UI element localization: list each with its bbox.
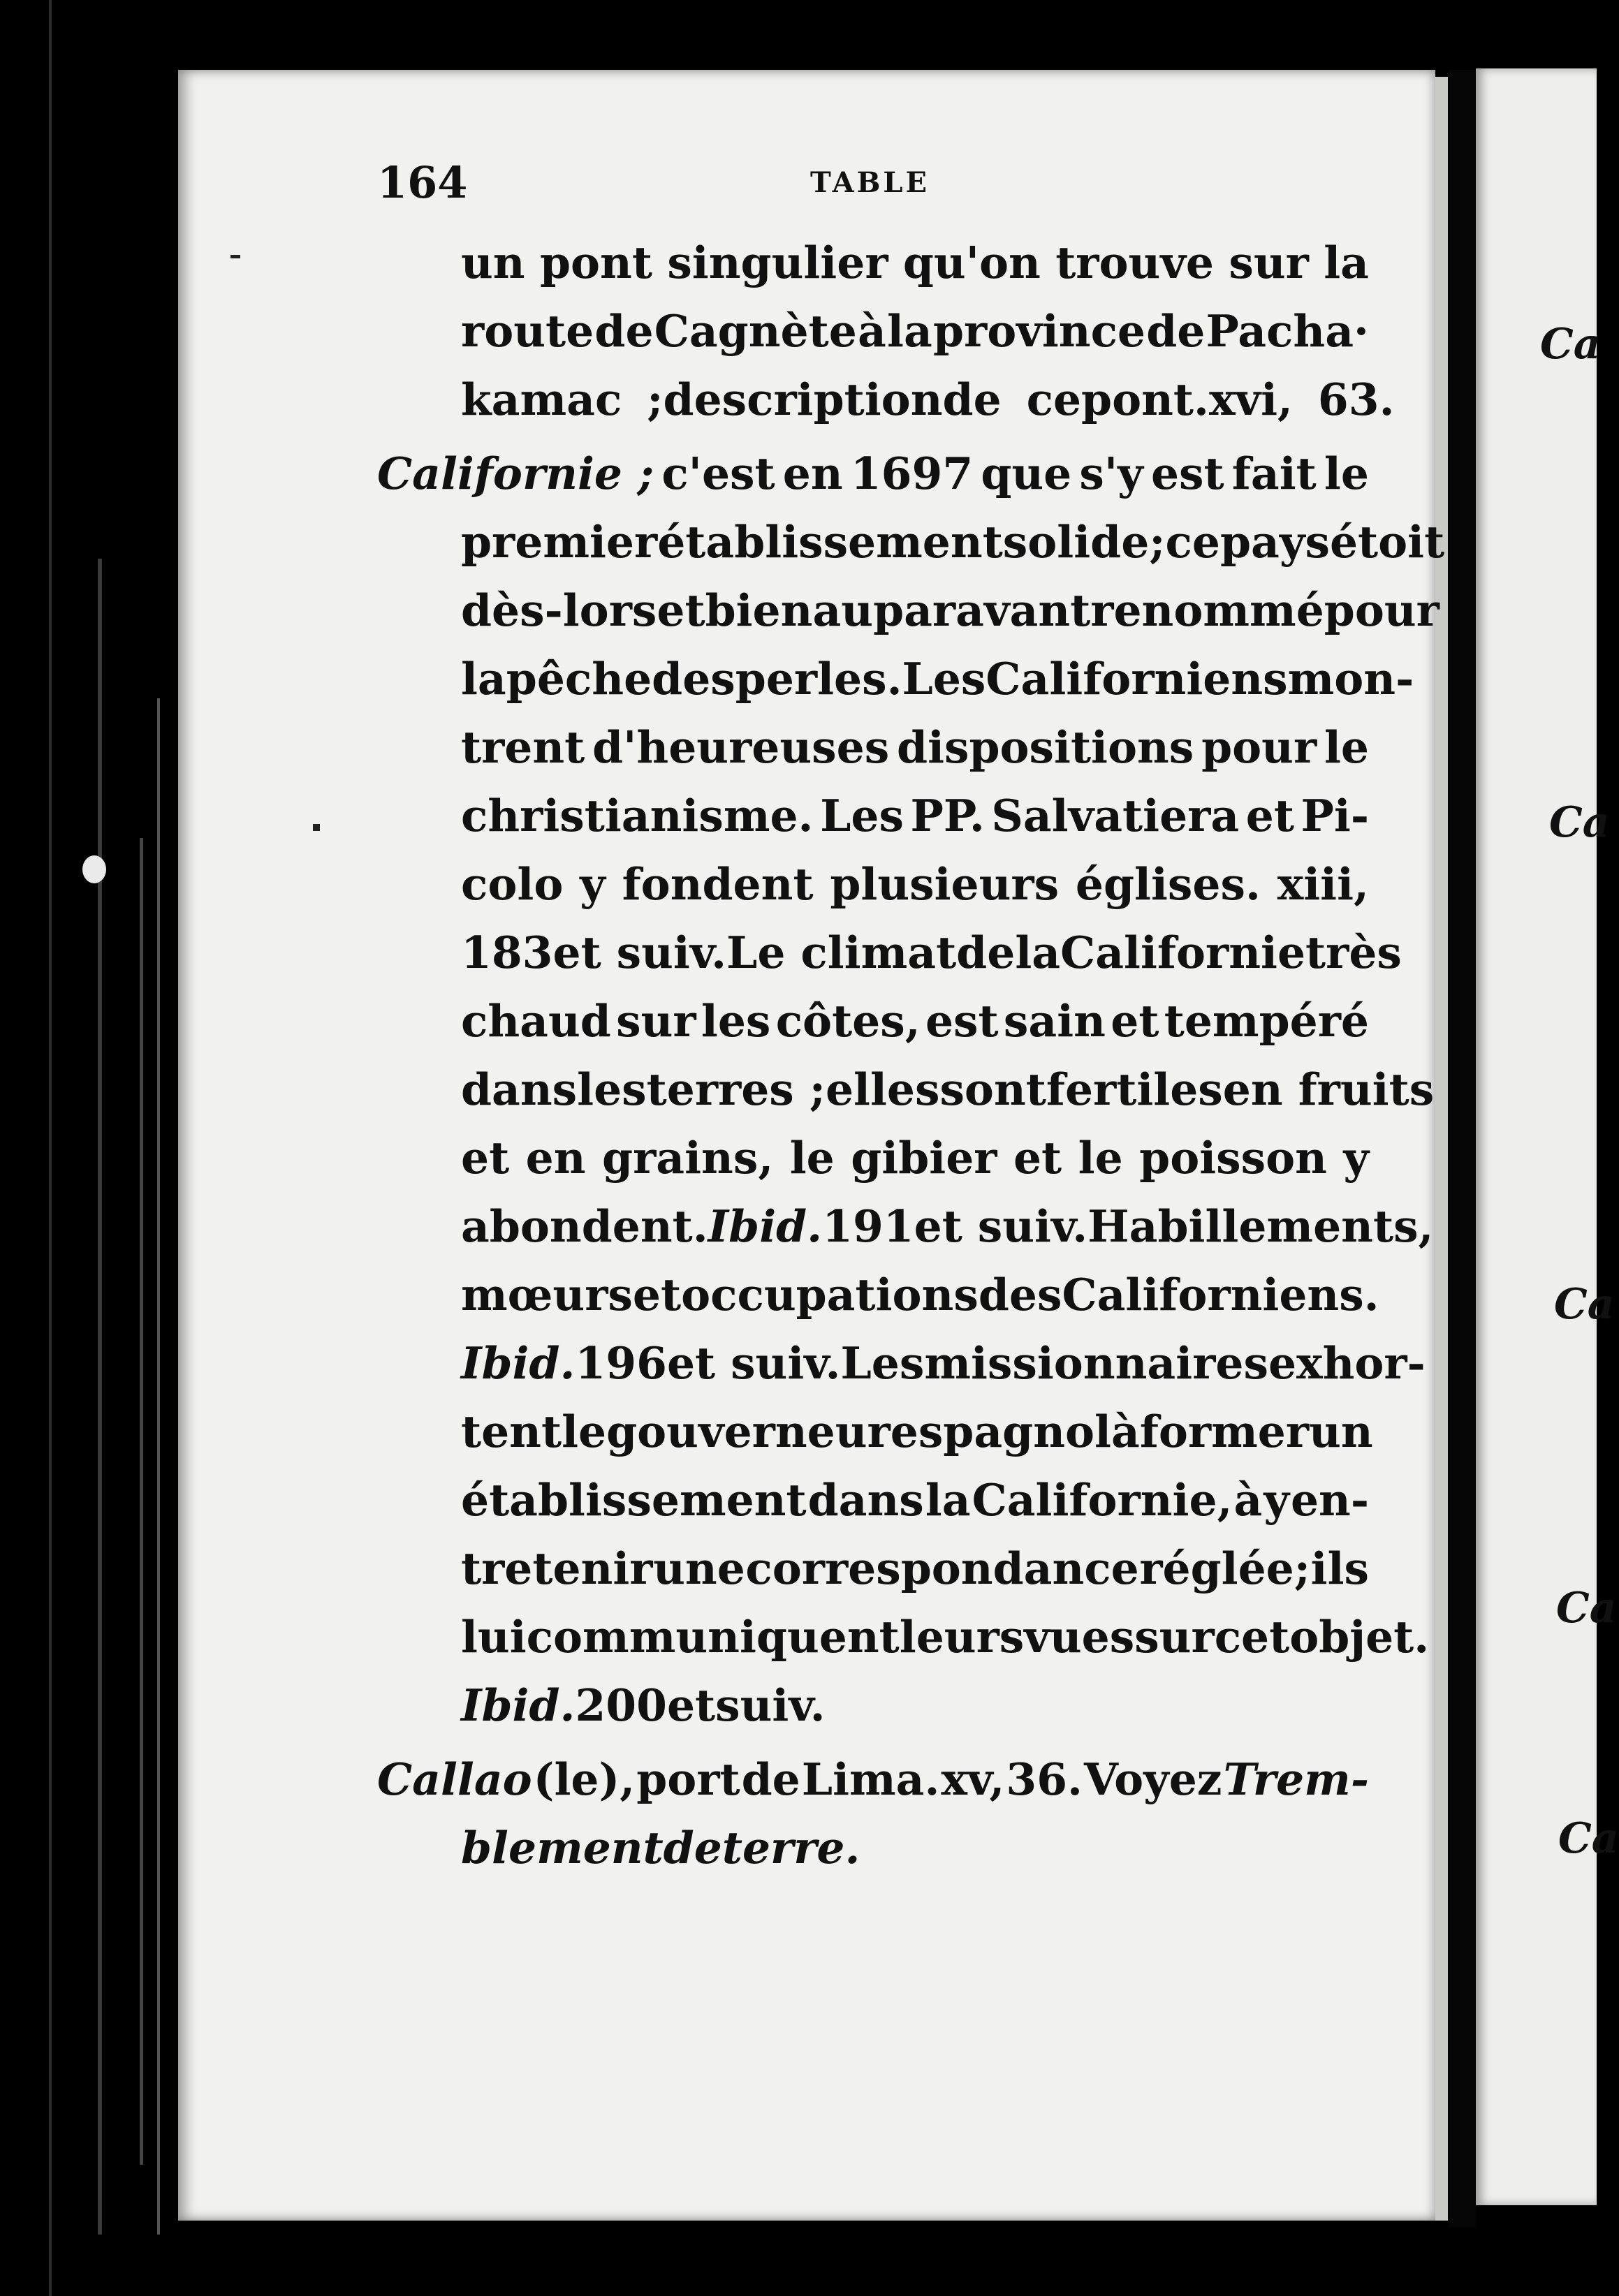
text-line: et en grains, le gibier et le poisson y	[461, 1132, 1369, 1184]
entry-first-line: Callao (le), port de Lima. xv, 36. Voyez Trem-	[377, 1745, 1369, 1813]
text-line: lui communiquent leurs vues sur cet objet.	[461, 1611, 1430, 1663]
text-line: tent le gouverneur espagnol à former un	[461, 1406, 1373, 1457]
text-line: route de Cagnète à la province de Pacha·	[461, 305, 1369, 357]
margin-mark	[230, 255, 240, 258]
text-line: premier établissement solide; ce pays étoit	[461, 516, 1445, 568]
facing-fragment: Ca	[1556, 1584, 1617, 1633]
index-text	[377, 228, 1445, 1882]
index-entry-callao	[377, 1745, 1369, 1882]
text-line: la pêche des perles. Les Californiens mon-	[461, 653, 1414, 705]
page-number: 164	[377, 157, 468, 208]
entry-first-line: Californie ; c'est en 1697 que s'y est fait le	[377, 439, 1369, 508]
text-line: blement de terre.	[461, 1822, 860, 1874]
text-line: chaud sur les côtes, est sain et tempéré	[461, 995, 1369, 1047]
text-line: colo y fondent plusieurs églises. xiii,	[461, 858, 1369, 910]
facing-fragment: Ca	[1558, 1814, 1619, 1863]
text-line: un pont singulier qu'on trouve sur la	[461, 237, 1369, 288]
text-line: Ibid. 200 et suiv.	[461, 1679, 826, 1731]
right-page	[1476, 68, 1619, 2205]
text-line: dès-lors et bien auparavant renommé pour	[461, 584, 1439, 636]
facing-fragment: Ca	[1549, 798, 1610, 847]
text-line: tretenir une correspondance réglée; ils	[461, 1543, 1369, 1594]
text-line: trent d'heureuses dispositions pour le	[461, 721, 1369, 773]
left-page-edge	[1435, 77, 1448, 2221]
text-line: abondent. Ibid. 191 et suiv. Habillements,	[461, 1200, 1434, 1252]
edge-speck	[82, 855, 106, 883]
facing-fragment: Ca	[1540, 320, 1601, 369]
entry-headword: Californie ;	[377, 448, 654, 499]
text-line: établissement dans la Californie, à y en-	[461, 1474, 1369, 1526]
margin-mark	[313, 824, 320, 831]
text-line: christianisme. Les PP. Salvatiera et Pi-	[461, 790, 1369, 841]
entry-headword: Callao	[377, 1753, 532, 1805]
facing-fragment: Ca	[1554, 1280, 1615, 1329]
running-title: TABLE	[810, 166, 930, 199]
text-line: mœurs et occupations des Californiens.	[461, 1269, 1379, 1320]
continuation-block	[377, 228, 1395, 434]
index-entry-californie	[377, 439, 1445, 1739]
text-line: Ibid. 196 et suiv. Les missionnaires exhor-	[461, 1337, 1426, 1389]
gutter	[1448, 70, 1476, 2228]
text-line: kamac ; description de ce pont. xvi, 63.	[461, 374, 1395, 425]
text-line: 183 et suiv. Le climat de la Californie très	[461, 927, 1402, 978]
text-line: dans les terres ; elles sont fertiles en fruits	[461, 1064, 1435, 1115]
